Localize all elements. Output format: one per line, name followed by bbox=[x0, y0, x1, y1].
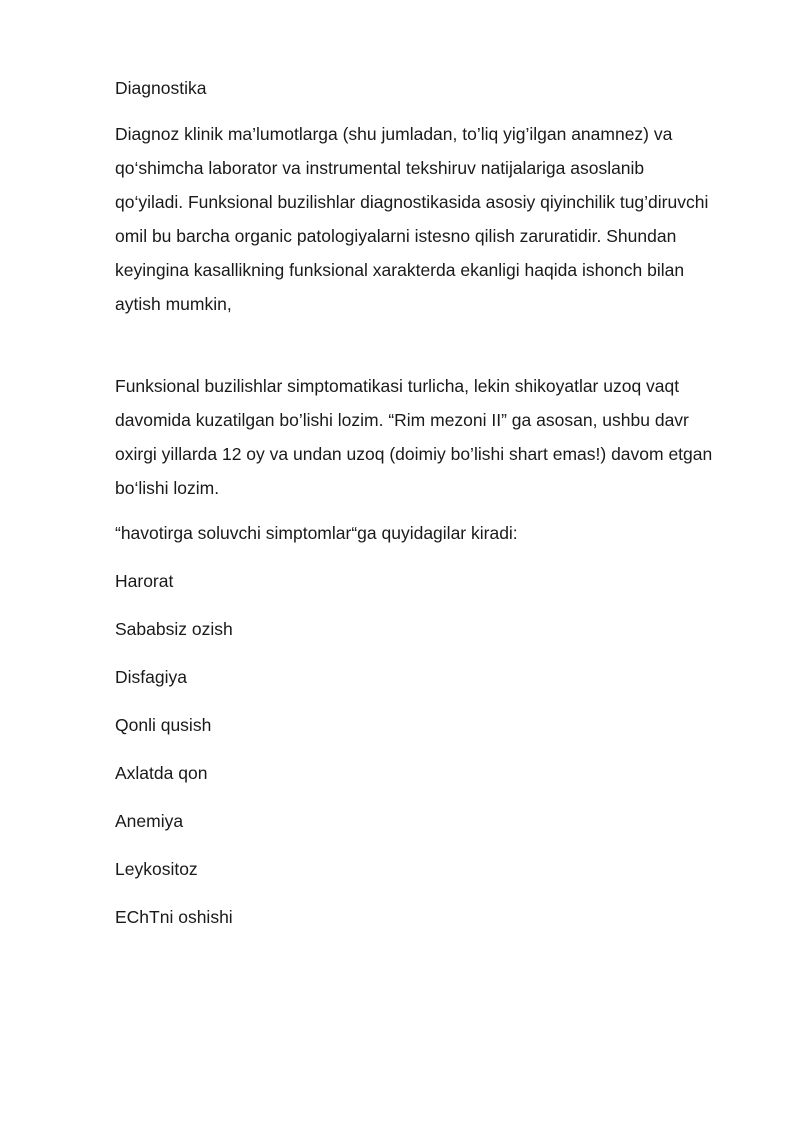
symptom-list bbox=[115, 567, 715, 931]
paragraph-diagnosis: Diagnoz klinik ma’lumotlarga (shu jumladan, to’liq yig’ilgan anamnez) va qo‘shimcha laborator va instrumental tekshiruv natijalariga asoslanib qo‘yiladi. Funksional buzilishlar diagnostikasida asosiy qiyinchilik tug’diruvchi omil bu barcha organic patologiyalarni istesno qilish zaruratidir. Shundan keyingina kasallikning funksional xarakterda ekanligi haqida ishonch bilan aytish mumkin, bbox=[115, 124, 709, 314]
list-item: Sababsiz ozish bbox=[115, 619, 233, 639]
symptom-list-intro: “havotirga soluvchi simptomlar“ga quyidagilar kiradi: bbox=[115, 523, 518, 543]
list-item: Disfagiya bbox=[115, 667, 187, 687]
list-item: Anemiya bbox=[115, 811, 184, 831]
document-heading: Diagnostika bbox=[115, 78, 207, 98]
paragraph-symptomatology: Funksional buzilishlar simptomatikasi turlicha, lekin shikoyatlar uzoq vaqt davomida kuzatilgan bo’lishi lozim. “Rim mezoni II” ga asosan, ushbu davr oxirgi yillarda 12 oy va undan uzoq (doimiy bo’lishi shart emas!) davom etgan bo‘lishi lozim. bbox=[115, 376, 713, 498]
list-item: Leykositoz bbox=[115, 859, 198, 879]
list-item: Axlatda qon bbox=[115, 763, 208, 783]
list-item: EChTni oshishi bbox=[115, 907, 233, 927]
document-page bbox=[115, 74, 715, 951]
list-item: Harorat bbox=[115, 571, 174, 591]
list-item: Qonli qusish bbox=[115, 715, 212, 735]
